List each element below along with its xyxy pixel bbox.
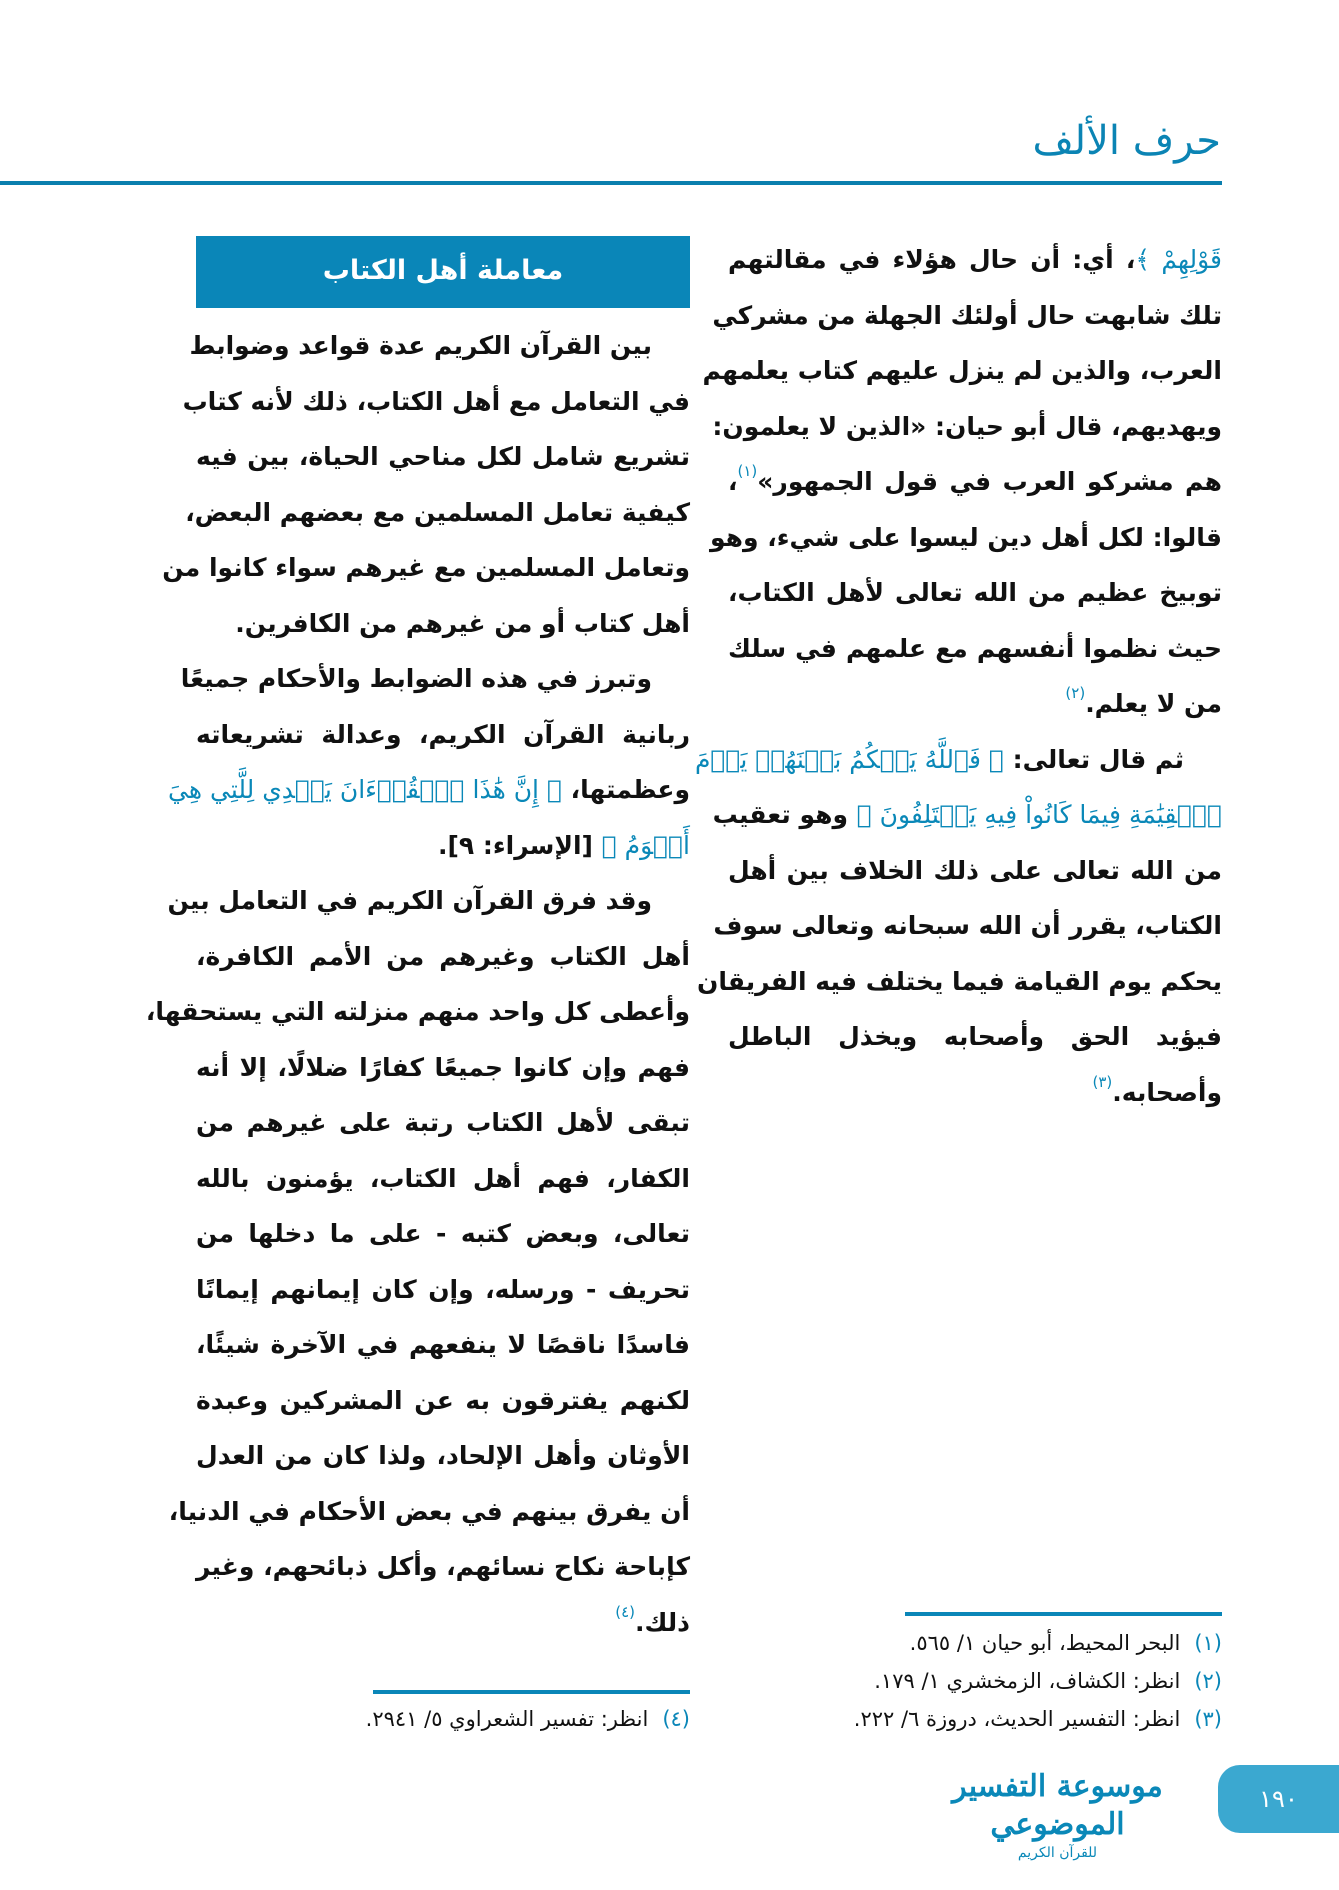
text-line	[185, 485, 690, 541]
footnote-number: (٤)	[662, 1707, 690, 1731]
quran-verse: ٱلۡقِيَٰمَةِ فِيمَا كَانُواْ فِيهِ يَخۡتَلِفُونَ ﴾	[856, 800, 1222, 829]
footnote-ref[interactable]: (٤)	[615, 1602, 635, 1621]
text-line	[196, 1595, 690, 1651]
footnote	[728, 1624, 1222, 1662]
body-text: هم مشركو العرب في قول الجمهور»	[757, 467, 1222, 496]
body-text: الأوثان وأهل الإلحاد، ولذا كان من العدل	[196, 1441, 690, 1470]
left-column-text	[145, 318, 690, 1650]
footnote-number: (٣)	[1194, 1707, 1222, 1731]
body-text: وأعطى كل واحد منهم منزلته التي يستحقها،	[145, 997, 690, 1026]
text-line	[196, 1262, 690, 1318]
text-line	[196, 1373, 690, 1429]
text-line	[196, 1428, 690, 1484]
body-text: وتبرز في هذه الضوابط والأحكام جميعًا	[180, 664, 652, 693]
body-text: تعالى، وبعض كتبه - على ما دخلها من	[196, 1219, 690, 1248]
text-line	[196, 1539, 690, 1595]
text-line	[145, 984, 690, 1040]
text-line	[728, 621, 1222, 677]
body-text: فيؤيد الحق وأصحابه ويخذل الباطل	[728, 1022, 1222, 1051]
text-line	[196, 596, 690, 652]
text-line	[728, 1065, 1222, 1121]
body-text: وعظمتها،	[561, 775, 690, 804]
footnote-text: انظر: الكشاف، الزمخشري ١/ ١٧٩.	[874, 1669, 1181, 1693]
logo-subtitle: للقرآن الكريم	[1017, 1845, 1098, 1861]
text-line	[162, 540, 690, 596]
body-text: تحريف - ورسله، وإن كان إيمانهم إيمانًا	[196, 1274, 690, 1304]
body-text: وهو تعقيب	[712, 800, 857, 829]
footnote	[196, 1700, 690, 1738]
footnote-number: (٢)	[1194, 1669, 1222, 1693]
body-text: في التعامل مع أهل الكتاب، ذلك لأنه كتاب	[182, 386, 690, 416]
body-text: تبقى لأهل الكتاب رتبة على غيرهم من	[196, 1108, 690, 1137]
quran-verse: قَوْلِهِمْ ﴾	[1135, 245, 1222, 274]
page-number: ١٩٠	[1218, 1765, 1339, 1833]
footnote-divider	[373, 1690, 690, 1694]
footnote-ref[interactable]: (٣)	[1092, 1072, 1113, 1091]
body-text: قالوا: لكل أهل دين ليسوا على شيء، وهو	[709, 522, 1222, 552]
text-line	[196, 1040, 690, 1096]
body-text: تلك شابهت حال أولئك الجهلة من مشركي	[712, 300, 1222, 330]
text-line	[713, 898, 1222, 954]
section-title-banner: معاملة أهل الكتاب	[196, 236, 690, 308]
chapter-title: حرف الألف	[1032, 118, 1221, 164]
footnote-text: انظر: التفسير الحديث، دروزة ٦/ ٢٢٢.	[853, 1707, 1181, 1731]
body-text: العرب، والذين لم ينزل عليهم كتاب يعلمهم	[702, 356, 1222, 385]
body-text: توبيخ عظيم من الله تعالى لأهل الكتاب،	[728, 578, 1222, 607]
footnote	[728, 1700, 1222, 1738]
body-text: لكنهم يفترقون به عن المشركين وعبدة	[196, 1385, 690, 1415]
logo-title: موسوعة التفسير الموضوعي	[952, 1769, 1163, 1842]
body-text: حيث نظموا أنفسهم مع علمهم في سلك	[728, 633, 1222, 663]
body-text: وأصحابه.	[1112, 1077, 1222, 1107]
body-text: ،	[728, 467, 738, 496]
footnote-text: البحر المحيط، أبو حيان ١/ ٥٦٥.	[909, 1631, 1181, 1655]
body-text: يحكم يوم القيامة فيما يختلف فيه الفريقان	[697, 966, 1222, 996]
text-line	[168, 762, 690, 818]
text-line	[168, 1484, 690, 1540]
body-text: ، أي: أن حال هؤلاء في مقالتهم	[728, 245, 1136, 274]
text-line	[728, 232, 1222, 288]
text-line	[196, 1317, 690, 1373]
text-line	[712, 787, 1222, 843]
text-line	[180, 651, 690, 707]
text-line	[182, 374, 690, 430]
body-text: أهل الكتاب وغيرهم من الأمم الكافرة،	[196, 941, 690, 971]
footnotes-left	[196, 1700, 690, 1738]
body-text: كيفية تعامل المسلمين مع بعضهم البعض،	[185, 497, 690, 527]
footnotes-right	[728, 1624, 1222, 1738]
text-line	[709, 510, 1222, 566]
encyclopedia-logo	[930, 1768, 1185, 1862]
text-line	[697, 954, 1222, 1010]
text-line	[728, 454, 1222, 510]
footnote-ref[interactable]: (٢)	[1065, 684, 1086, 702]
footnote	[728, 1662, 1222, 1700]
body-text: بين القرآن الكريم عدة قواعد وضوابط	[189, 331, 652, 360]
quran-verse: ﴿ فَٱللَّهُ يَحۡكُمُ بَيۡنَهُمۡ يَوۡمَ	[694, 744, 1004, 774]
footnote-number: (١)	[1194, 1631, 1222, 1655]
text-line	[196, 929, 690, 985]
text-line	[702, 343, 1222, 399]
text-line	[196, 818, 690, 874]
body-text: من الله تعالى على ذلك الخلاف بين أهل	[728, 855, 1222, 885]
text-line	[167, 873, 690, 929]
text-line	[712, 399, 1222, 455]
text-line	[196, 1206, 690, 1262]
body-text: فاسدًا ناقصًا لا ينفعهم في الآخرة شيئًا،	[196, 1330, 690, 1359]
text-line	[728, 843, 1222, 899]
body-text: الكتاب، يقرر أن الله سبحانه وتعالى سوف	[713, 911, 1222, 940]
text-line	[694, 732, 1222, 788]
body-text: ويهديهم، قال أبو حيان: «الذين لا يعلمون:	[712, 411, 1222, 441]
header-divider	[0, 181, 1222, 185]
body-text: ثم قال تعالى:	[1003, 744, 1184, 774]
text-line	[189, 318, 690, 374]
text-line	[196, 1095, 690, 1151]
body-text: ربانية القرآن الكريم، وعدالة تشريعاته	[196, 719, 690, 749]
text-line	[196, 429, 690, 485]
text-line	[728, 676, 1222, 732]
body-text: [الإسراء: ٩].	[437, 830, 602, 860]
footnote-ref[interactable]: (١)	[737, 462, 758, 480]
body-text: أهل كتاب أو من غيرهم من الكافرين.	[235, 608, 690, 638]
text-line	[728, 565, 1222, 621]
footnote-text: انظر: تفسير الشعراوي ٥/ ٢٩٤١.	[365, 1707, 649, 1731]
text-line	[728, 1009, 1222, 1065]
body-text: فهم وإن كانوا جميعًا كفارًا ضلالًا، إلا أنه	[196, 1052, 690, 1082]
quran-verse: أَقۡوَمُ ﴾	[601, 830, 690, 860]
body-text: كإباحة نكاح نسائهم، وأكل ذبائحهم، وغير	[196, 1552, 690, 1581]
body-text: ذلك.	[635, 1607, 690, 1637]
body-text: وتعامل المسلمين مع غيرهم سواء كانوا من	[162, 553, 690, 582]
quran-verse: ﴿ إِنَّ هَٰذَا ٱلۡقُرۡءَانَ يَهۡدِي لِلَّتِي هِيَ	[168, 775, 562, 804]
footnote-divider	[905, 1612, 1222, 1616]
right-column-text	[694, 232, 1222, 1120]
body-text: أن يفرق بينهم في بعض الأحكام في الدنيا،	[168, 1496, 690, 1526]
body-text: من لا يعلم.	[1085, 689, 1222, 718]
body-text: تشريع شامل لكل مناحي الحياة، بين فيه	[196, 442, 690, 471]
body-text: الكفار، فهم أهل الكتاب، يؤمنون بالله	[196, 1163, 690, 1193]
text-line	[712, 288, 1222, 344]
text-line	[196, 707, 690, 763]
text-line	[196, 1151, 690, 1207]
body-text: وقد فرق القرآن الكريم في التعامل بين	[167, 886, 652, 915]
